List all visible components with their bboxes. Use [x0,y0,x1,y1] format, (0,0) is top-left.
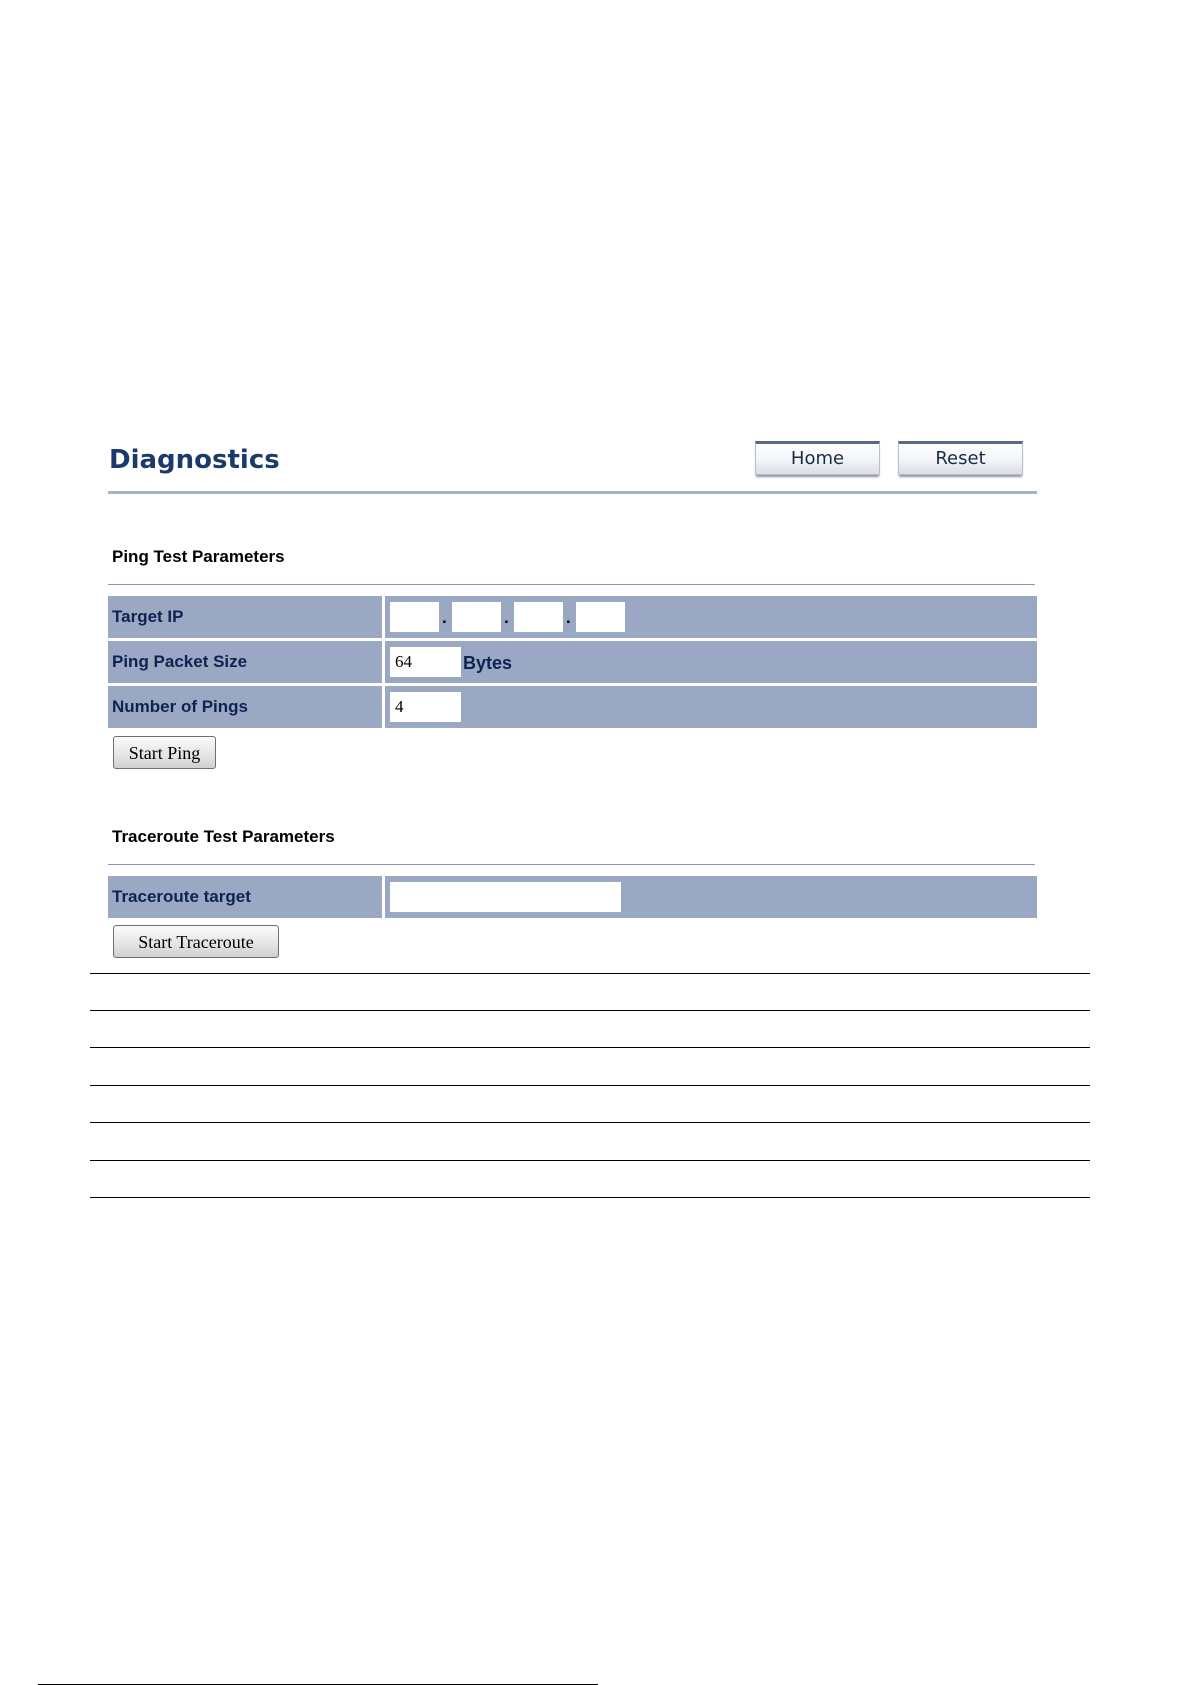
target-ip-octet-4[interactable] [576,602,625,632]
ip-separator-2: . [504,608,509,627]
start-traceroute-button[interactable]: Start Traceroute [113,925,279,958]
home-button[interactable]: Home [755,441,880,475]
num-pings-label: Number of Pings [108,686,385,728]
packet-size-row [108,641,1037,683]
target-ip-octet-1[interactable] [390,602,439,632]
traceroute-section-divider [108,864,1035,865]
traceroute-section-title: Traceroute Test Parameters [112,827,335,846]
traceroute-target-label: Traceroute target [108,876,385,918]
document-rule-line [90,1197,1090,1198]
packet-size-label: Ping Packet Size [108,641,385,683]
document-rule-line [90,1085,1090,1086]
ip-separator-1: . [442,608,447,627]
document-rule-line [90,1160,1090,1161]
traceroute-target-row [108,876,1037,918]
ping-section-title: Ping Test Parameters [112,547,285,566]
start-ping-button[interactable]: Start Ping [113,736,216,769]
target-ip-row [108,596,1037,638]
packet-size-unit: Bytes [463,653,513,673]
document-rule-line [90,1122,1090,1123]
packet-size-input[interactable] [390,647,461,677]
ip-separator-3: . [566,608,571,627]
num-pings-input[interactable] [390,692,461,722]
target-ip-octet-2[interactable] [452,602,501,632]
document-rule-line [90,1010,1090,1011]
document-rule-line [90,1047,1090,1048]
page-title: Diagnostics [109,445,280,475]
target-ip-octet-3[interactable] [514,602,563,632]
traceroute-target-input[interactable] [390,882,621,912]
document-rule-line [90,973,1090,974]
ping-section-divider [108,584,1035,585]
target-ip-label: Target IP [108,596,385,638]
title-divider [108,491,1037,494]
reset-button[interactable]: Reset [898,441,1023,475]
num-pings-row [108,686,1037,728]
